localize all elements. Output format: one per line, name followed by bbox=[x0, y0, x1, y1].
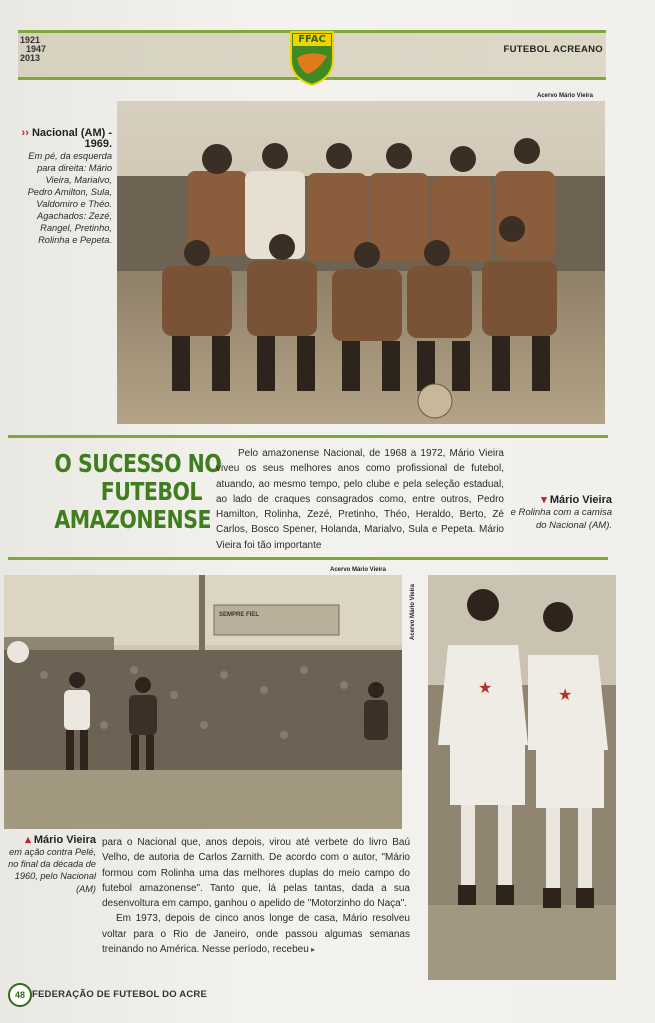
page-footer bbox=[8, 983, 648, 1005]
photo-credit-1: Acervo Mário Vieira bbox=[537, 93, 593, 99]
red-down-arrow-icon: ▾ bbox=[541, 494, 550, 506]
players-caption bbox=[510, 495, 612, 532]
article-headline bbox=[54, 449, 222, 534]
headline-line-3: AMAZONENSE bbox=[54, 505, 211, 534]
headline-line-1: O SUCESSO NO bbox=[54, 449, 222, 478]
logo-text: FFAC bbox=[298, 34, 326, 45]
headline-line-2: FUTEBOL bbox=[100, 477, 202, 506]
header-years bbox=[20, 36, 46, 63]
year-1947: 1947 bbox=[26, 44, 47, 54]
photo-credit-3: Acervo Mário Vieira bbox=[410, 584, 416, 640]
article-intro-text: Pelo amazonense Nacional, de 1968 a 1972, Mário Vieira viveu os seus melhores anos como profissional de futebol, atuando, ao mesmo tempo, pelo clube e pela seleção estadual, ao lado de craques consagrados como, entre outros, Pedro Hamilton, Rolinha, Zezé, Pretinho, Théo, Heraldo, Berto, Zé Carlos, Bosco Spener, Holanda, Marialvo, Sula e Pepeta. Mário Vieira foi tão importante bbox=[216, 448, 504, 551]
year-2013: 2013 bbox=[20, 53, 41, 63]
players-portrait-photo bbox=[428, 575, 616, 980]
bottom-divider bbox=[8, 557, 608, 560]
body-paragraph-2: Em 1973, depois de cinco anos longe de casa, Mário resolveu voltar para o Rio de Janeiro, onde passou algumas semanas treinando no América. Nesse período, recebeu ▸ bbox=[102, 913, 410, 956]
caption3-text: em ação contra Pelé, no final da década de 1960, pelo Nacional (AM) bbox=[8, 847, 96, 894]
scoreboard-text: SEMPRE FIEL bbox=[219, 612, 260, 618]
svg-text:★: ★ bbox=[558, 687, 573, 704]
top-divider bbox=[8, 435, 608, 438]
svg-text:★: ★ bbox=[478, 680, 493, 697]
red-arrow-icon: ›› bbox=[21, 127, 32, 139]
continue-arrow-icon: ▸ bbox=[308, 945, 316, 955]
section-title: FUTEBOL ACREANO bbox=[503, 44, 603, 55]
caption3-heading: Mário Vieira bbox=[33, 834, 96, 846]
team-photo-caption bbox=[20, 128, 112, 246]
team-photo bbox=[117, 101, 605, 424]
caption1-text: Em pé, da esquerda para direita: Mário Vieira, Marialvo, Pedro Amilton, Sula, Valdomiro e Théo. Agachados: Zezé, Rangel, Pretinho, Rolinha e Pepeta. bbox=[27, 151, 112, 245]
caption2-text: e Rolinha com a camisa do Nacional (AM). bbox=[510, 507, 612, 531]
article-body-text bbox=[102, 835, 410, 957]
red-up-arrow-icon: ▴ bbox=[25, 834, 34, 846]
match-photo bbox=[4, 575, 402, 829]
caption2-heading: Mário Vieira bbox=[549, 494, 612, 506]
footer-text: FEDERAÇÃO DE FUTEBOL DO ACRE bbox=[32, 989, 208, 1000]
ffac-logo-icon bbox=[289, 30, 335, 86]
year-1921: 1921 bbox=[20, 35, 41, 45]
match-photo-caption bbox=[6, 835, 96, 895]
caption1-heading: Nacional (AM) - 1969. bbox=[31, 127, 112, 150]
body-paragraph-1: para o Nacional que, anos depois, virou até verbete do livro Baú Velho, de autoria de Carlos Zarnith. De acordo com o autor, "Mário formou com Rolinha uma das melhores duplas do meio campo do futebol amazonense". Tanto que, lá pelas tantas, dada a sua desenvoltura em campo, ganhou o apelido de "Motorzinho do Naça". bbox=[102, 837, 410, 910]
photo-credit-2: Acervo Mário Vieira bbox=[330, 567, 386, 573]
page-number: 48 bbox=[8, 983, 32, 1007]
